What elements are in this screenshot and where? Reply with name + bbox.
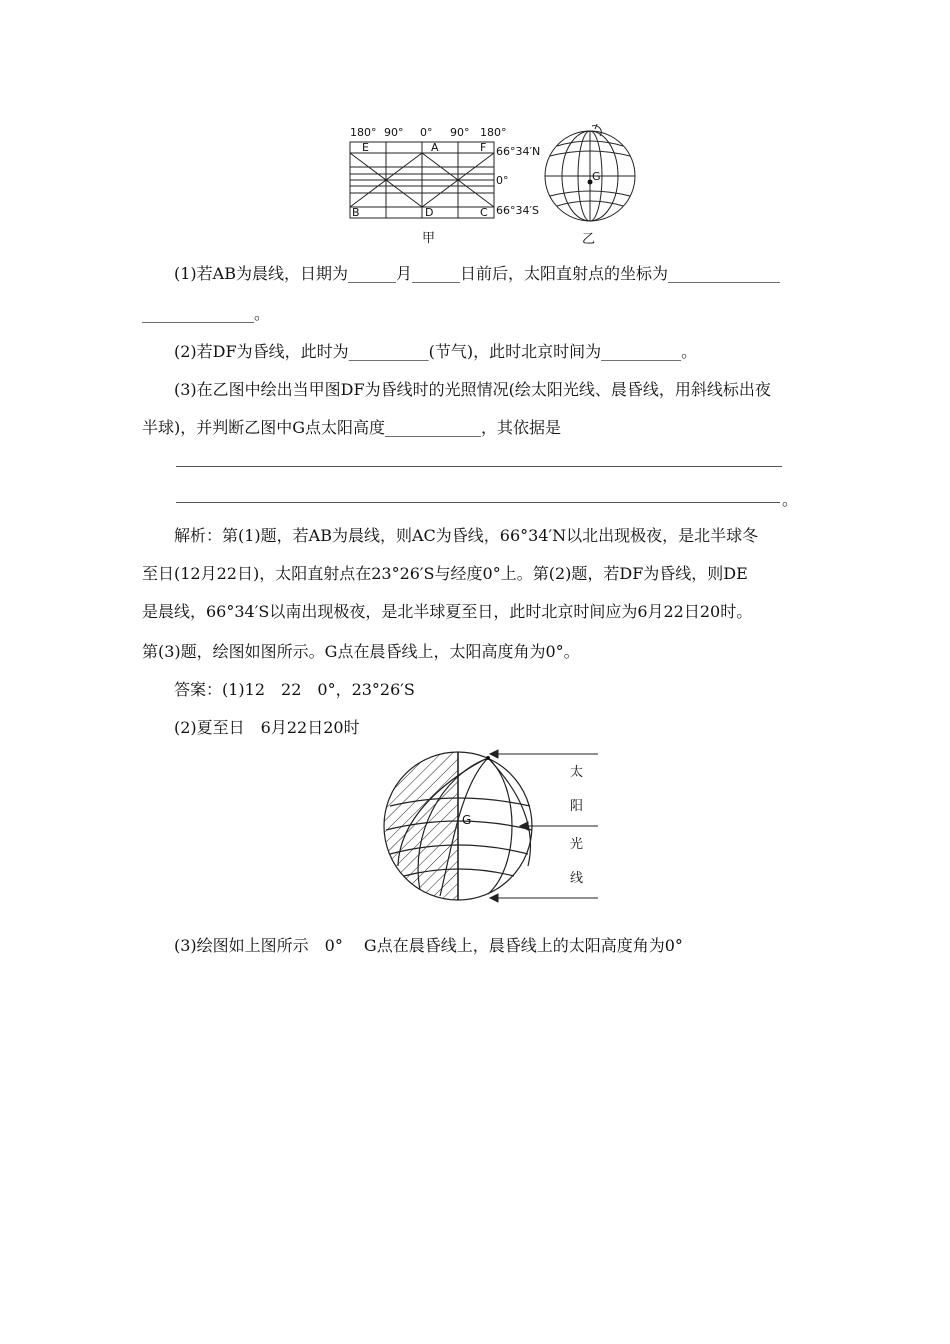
lat-label-eq: 0° <box>496 174 509 187</box>
lon-label-90w: 90° <box>384 126 404 139</box>
caption-yi: 乙 <box>582 232 596 247</box>
point-a: A <box>431 141 439 154</box>
question-2: (2)若DF为昏线，此时为__________(节气)，此时北京时间为__________。 <box>174 342 698 361</box>
figure-yi <box>540 124 640 224</box>
point-g-yi: G <box>592 170 601 183</box>
question-1-line1: (1)若AB为晨线，日期为______月______日前后，太阳直射点的坐标为______________ <box>174 264 780 283</box>
figure-jia <box>340 122 550 250</box>
analysis-line4: 第(3)题，绘图如图所示。G点在晨昏线上，太阳高度角为0°。 <box>142 642 580 661</box>
lat-label-s: 66°34′S <box>496 204 539 217</box>
sunlight-char-3: 光 <box>570 837 584 852</box>
caption-yi-wrap <box>580 228 604 248</box>
question-3-line1: (3)在乙图中绘出当甲图DF为昏线时的光照情况(绘太阳光线、晨昏线，用斜线标出夜 <box>174 380 771 399</box>
point-f: F <box>480 141 487 154</box>
question-1-line2: ______________。 <box>142 304 271 323</box>
point-e: E <box>362 141 369 154</box>
sunlight-char-1: 太 <box>570 765 584 780</box>
answer-line1: 答案：(1)12 22 0°，23°26′S <box>174 680 415 699</box>
point-d: D <box>425 206 434 219</box>
figure-answer <box>380 746 620 906</box>
point-c: C <box>480 206 488 219</box>
point-b: B <box>352 206 360 219</box>
answer-line2: (2)夏至日 6月22日20时 <box>174 718 360 737</box>
analysis-line2: 至日(12月22日)，太阳直射点在23°26′S与经度0°上。第(2)题，若DF为昏线，则DE <box>142 564 748 583</box>
answer-line3: (3)绘图如上图所示 0° G点在晨昏线上，晨昏线上的太阳高度角为0° <box>174 936 683 955</box>
lon-label-180w: 180° <box>350 126 377 139</box>
point-g-answer: G <box>462 813 472 827</box>
question-3-end: 。 <box>782 490 799 509</box>
sunlight-char-4: 线 <box>570 871 584 886</box>
caption-jia: 甲 <box>422 231 436 246</box>
analysis-line3: 是晨线，66°34′S以南出现极夜，是北半球夏至日，此时北京时间应为6月22日20时。 <box>142 602 753 621</box>
lon-label-180e: 180° <box>480 126 507 139</box>
lon-label-0: 0° <box>420 126 433 139</box>
analysis-line1: 解析：第(1)题，若AB为晨线，则AC为昏线，66°34′N以北出现极夜，是北半球冬 <box>174 526 759 545</box>
question-3-line2: 半球)，并判断乙图中G点太阳高度____________，其依据是 <box>142 418 562 437</box>
answer-blank-line-2 <box>176 502 780 503</box>
answer-blank-line-1 <box>176 466 782 467</box>
lon-label-90e: 90° <box>450 126 470 139</box>
lat-label-n: 66°34′N <box>496 145 541 158</box>
sunlight-char-2: 阳 <box>570 799 584 814</box>
